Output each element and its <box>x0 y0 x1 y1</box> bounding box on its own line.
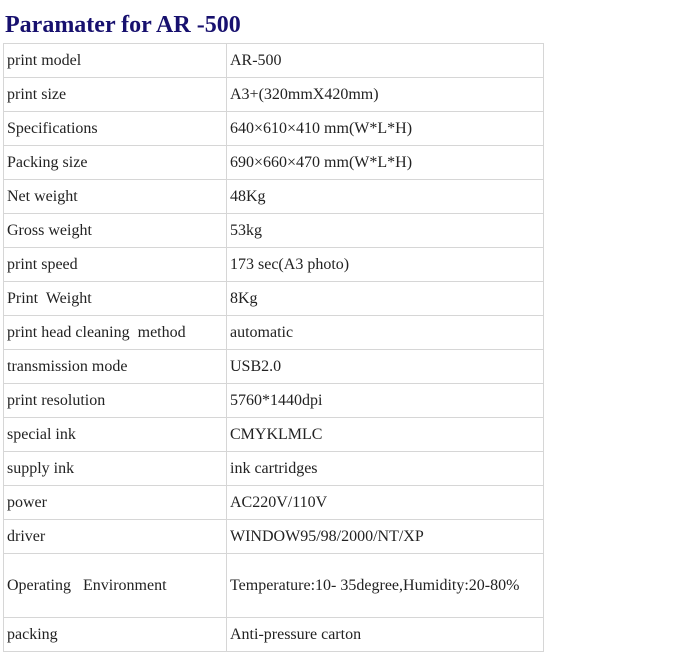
row-value: 690×660×470 mm(W*L*H) <box>227 146 544 180</box>
row-value: AR-500 <box>227 44 544 78</box>
table-row <box>4 316 544 350</box>
table-row <box>4 452 544 486</box>
page-title: Paramater for AR -500 <box>5 12 241 38</box>
row-label: print size <box>4 78 227 112</box>
row-label: special ink <box>4 418 227 452</box>
table-row <box>4 350 544 384</box>
row-label: supply ink <box>4 452 227 486</box>
row-value: ink cartridges <box>227 452 544 486</box>
table-row <box>4 78 544 112</box>
specifications-table <box>3 43 544 652</box>
row-label: transmission mode <box>4 350 227 384</box>
row-label: print model <box>4 44 227 78</box>
table-row <box>4 214 544 248</box>
table-row <box>4 146 544 180</box>
table-row <box>4 384 544 418</box>
row-value: A3+(320mmX420mm) <box>227 78 544 112</box>
row-value: AC220V/110V <box>227 486 544 520</box>
row-value: WINDOW95/98/2000/NT/XP <box>227 520 544 554</box>
row-value: 48Kg <box>227 180 544 214</box>
row-value: 5760*1440dpi <box>227 384 544 418</box>
row-value: 173 sec(A3 photo) <box>227 248 544 282</box>
table-row <box>4 112 544 146</box>
table-row <box>4 44 544 78</box>
row-label: print head cleaning method <box>4 316 227 350</box>
row-label: print resolution <box>4 384 227 418</box>
row-label: Net weight <box>4 180 227 214</box>
table-row <box>4 486 544 520</box>
table-row <box>4 520 544 554</box>
row-value: USB2.0 <box>227 350 544 384</box>
row-value: CMYKLMLC <box>227 418 544 452</box>
row-label: Packing size <box>4 146 227 180</box>
row-value: 640×610×410 mm(W*L*H) <box>227 112 544 146</box>
row-value: 8Kg <box>227 282 544 316</box>
table-row <box>4 180 544 214</box>
row-label: Operating Environment <box>4 554 227 618</box>
row-label: Gross weight <box>4 214 227 248</box>
table-row <box>4 554 544 618</box>
row-value: 53kg <box>227 214 544 248</box>
row-value: Anti-pressure carton <box>227 618 544 652</box>
row-value: Temperature:10- 35degree,Humidity:20-80% <box>227 554 544 618</box>
row-label: packing <box>4 618 227 652</box>
row-label: Specifications <box>4 112 227 146</box>
row-label: Print Weight <box>4 282 227 316</box>
table-row <box>4 418 544 452</box>
row-label: power <box>4 486 227 520</box>
row-label: driver <box>4 520 227 554</box>
row-value: automatic <box>227 316 544 350</box>
table-row <box>4 248 544 282</box>
table-row <box>4 282 544 316</box>
table-row <box>4 618 544 652</box>
row-label: print speed <box>4 248 227 282</box>
